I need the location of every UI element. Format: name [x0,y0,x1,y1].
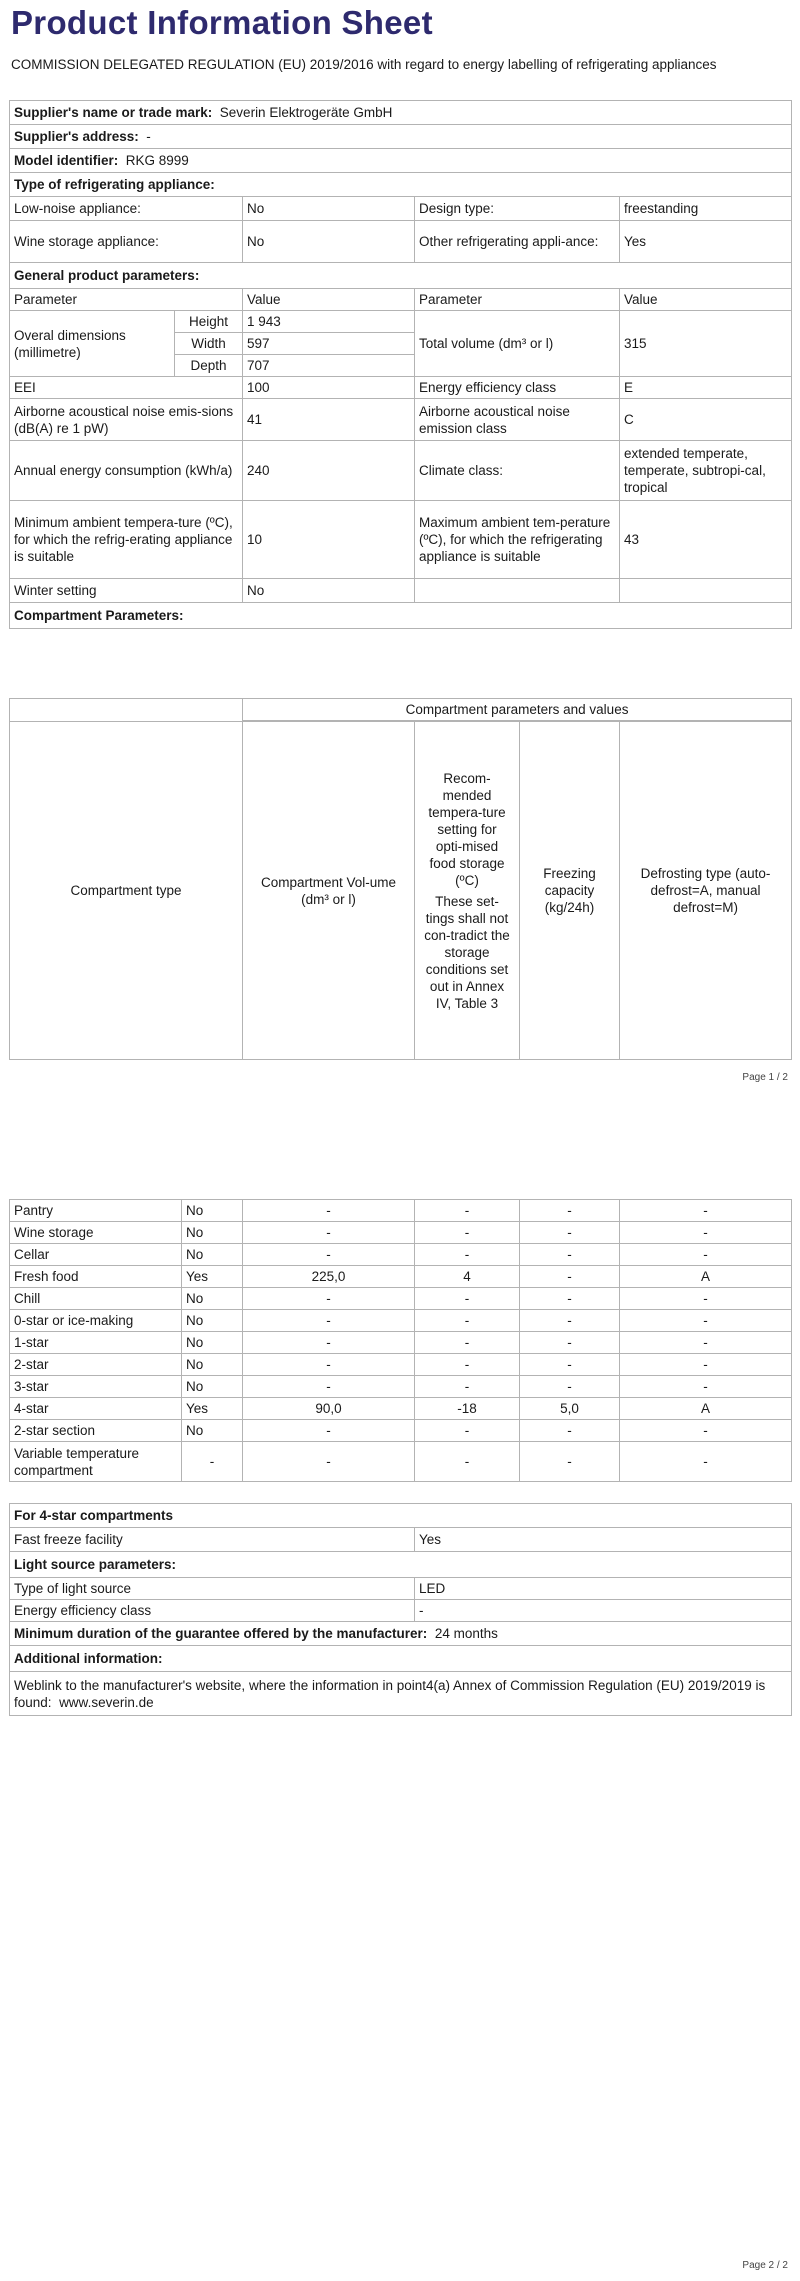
recommended-temp-header [415,722,520,1060]
max-temp-value: 43 [620,501,792,579]
compartment-temp: -18 [415,1398,520,1420]
compartment-name: Cellar [10,1244,182,1266]
compartment-present: No [182,1222,243,1244]
compartment-volume: - [243,1200,415,1222]
compartment-volume-header: Compartment Vol-ume (dm³ or l) [243,722,415,1060]
supplier-address-row: Supplier's address: - [10,125,792,149]
page-number: Page 2 / 2 [742,2260,788,2271]
col-value: Value [243,289,415,311]
compartment-defrost: - [620,1354,792,1376]
compartment-freezing: - [520,1222,620,1244]
compartment-heading: Compartment Parameters: [10,603,792,629]
compartment-volume: - [243,1420,415,1442]
guarantee-value: 24 months [434,1626,498,1641]
light-type-label: Type of light source [10,1578,415,1600]
compartment-present: No [182,1332,243,1354]
compartment-present: No [182,1244,243,1266]
climate-class-value: extended temperate, temperate, subtropi-cal, tropical [620,441,792,501]
col-parameter: Parameter [10,289,243,311]
annual-energy-value: 240 [243,441,415,501]
table-row [10,1266,792,1288]
min-temp-value: 10 [243,501,415,579]
freezing-capacity-header: Freezing capacity (kg/24h) [520,722,620,1060]
compartment-present: No [182,1288,243,1310]
compartment-volume: - [243,1244,415,1266]
weblink-url[interactable]: www.severin.de [59,1694,154,1710]
compartment-freezing: - [520,1376,620,1398]
fast-freeze-value: Yes [415,1528,792,1552]
width-value: 597 [243,333,415,355]
additional-info-heading: Additional information: [10,1646,792,1672]
compartment-present: No [182,1354,243,1376]
variable-temp-present: - [182,1442,243,1482]
light-class-value: - [415,1600,792,1622]
wine-storage-value: No [243,221,415,263]
compartment-volume: - [243,1376,415,1398]
model-row: Model identifier: RKG 8999 [10,149,792,173]
extra-table [9,1503,792,1716]
compartment-freezing: - [520,1244,620,1266]
compartment-volume: - [243,1310,415,1332]
annual-energy-label: Annual energy consumption (kWh/a) [10,441,243,501]
noise-class-label: Airborne acoustical noise emission class [415,399,620,441]
compartment-header-table [9,698,792,1060]
noise-value: 41 [243,399,415,441]
compartment-name: 4-star [10,1398,182,1420]
light-type-value: LED [415,1578,792,1600]
table-row [10,1376,792,1398]
width-label: Width [175,333,243,355]
compartment-defrost: - [620,1310,792,1332]
max-temp-label: Maximum ambient tem-perature (ºC), for which the refrigerating appliance is suitable [415,501,620,579]
height-value: 1 943 [243,311,415,333]
type-heading: Type of refrigerating appliance: [10,173,792,197]
compartment-name: Chill [10,1288,182,1310]
weblink-text: Weblink to the manufacturer's website, where the information in point4(a) Annex of Commission Regulation (EU) 2019/2019 is found: [14,1677,766,1710]
noise-label: Airborne acoustical noise emis-sions (dB(A) re 1 pW) [10,399,243,441]
compartment-volume: - [243,1332,415,1354]
supplier-name-row: Supplier's name or trade mark: Severin Elektrogeräte GmbH [10,101,792,125]
col-parameter-2: Parameter [415,289,620,311]
total-volume-label: Total volume (dm³ or l) [415,311,620,377]
compartment-name: 2-star [10,1354,182,1376]
compartment-defrost: A [620,1266,792,1288]
compartment-volume: 90,0 [243,1398,415,1420]
other-refrigerating-value: Yes [620,221,792,263]
compartment-temp: - [415,1222,520,1244]
eei-value: 100 [243,377,415,399]
regulation-subtitle: COMMISSION DELEGATED REGULATION (EU) 2019/2016 with regard to energy labelling of refrigerating appliances [11,57,717,72]
compartment-temp: - [415,1420,520,1442]
compartment-defrost: - [620,1200,792,1222]
compartment-temp: - [415,1244,520,1266]
general-heading: General product parameters: [10,263,792,289]
compartment-freezing: 5,0 [520,1398,620,1420]
total-volume-value: 315 [620,311,792,377]
table-row [10,1200,792,1222]
compartment-temp: - [415,1354,520,1376]
compartment-name: 2-star section [10,1420,182,1442]
compartment-name: 0-star or ice-making [10,1310,182,1332]
compartment-table [9,1199,792,1482]
four-star-heading: For 4-star compartments [10,1504,792,1528]
climate-class-label: Climate class: [415,441,620,501]
recommended-temp-text: Recom-mended tempera-ture setting for opti-mised food storage (ºC) [428,770,506,888]
dimensions-label: Overal dimensions (millimetre) [10,311,175,377]
compartment-freezing: - [520,1420,620,1442]
page-2 [0,1150,800,2281]
compartment-volume: - [243,1288,415,1310]
compartment-present: No [182,1420,243,1442]
compartment-type-header: Compartment type [10,722,243,1060]
design-type-label: Design type: [415,197,620,221]
compartment-present: No [182,1376,243,1398]
compartment-present: Yes [182,1266,243,1288]
compartment-name: Fresh food [10,1266,182,1288]
model-identifier: RKG 8999 [125,153,189,168]
light-class-label: Energy efficiency class [10,1600,415,1622]
table-row [10,1288,792,1310]
compartment-freezing: - [520,1354,620,1376]
weblink-row [10,1672,792,1716]
compartment-defrost: - [620,1376,792,1398]
compartment-defrost: - [620,1288,792,1310]
design-type-value: freestanding [620,197,792,221]
fast-freeze-label: Fast freeze facility [10,1528,415,1552]
compartment-defrost: - [620,1222,792,1244]
compartment-temp: 4 [415,1266,520,1288]
table-row [10,1244,792,1266]
compartment-present: No [182,1200,243,1222]
noise-class-value: C [620,399,792,441]
compartment-volume: - [243,1354,415,1376]
variable-temp-defrost: - [620,1442,792,1482]
page-1 [0,0,800,1100]
supplier-address: - [146,129,151,144]
energy-class-label: Energy efficiency class [415,377,620,399]
variable-temp-freezing: - [520,1442,620,1482]
low-noise-value: No [243,197,415,221]
col-value-2: Value [620,289,792,311]
compartment-volume: - [243,1222,415,1244]
variable-temp-volume: - [243,1442,415,1482]
compartment-params-values: Compartment parameters and values [243,699,792,721]
compartment-freezing: - [520,1310,620,1332]
compartment-defrost: - [620,1420,792,1442]
compartment-temp: - [415,1310,520,1332]
page-number: Page 1 / 2 [742,1072,788,1083]
depth-value: 707 [243,355,415,377]
table-row [10,1420,792,1442]
min-temp-label: Minimum ambient tempera-ture (ºC), for which the refrig-erating appliance is suitable [10,501,243,579]
low-noise-label: Low-noise appliance: [10,197,243,221]
variable-temp-temp: - [415,1442,520,1482]
compartment-present: No [182,1310,243,1332]
table-row [10,1398,792,1420]
light-source-heading: Light source parameters: [10,1552,792,1578]
compartment-name: 3-star [10,1376,182,1398]
compartment-defrost: - [620,1244,792,1266]
general-table [9,100,792,629]
compartment-freezing: - [520,1266,620,1288]
compartment-present: Yes [182,1398,243,1420]
defrosting-type-header: Defrosting type (auto-defrost=A, manual defrost=M) [620,722,792,1060]
table-row [10,1354,792,1376]
compartment-temp: - [415,1288,520,1310]
table-row [10,1332,792,1354]
height-label: Height [175,311,243,333]
compartment-name: Wine storage [10,1222,182,1244]
compartment-defrost: - [620,1332,792,1354]
winter-setting-label: Winter setting [10,579,243,603]
compartment-freezing: - [520,1332,620,1354]
variable-temp-label: Variable temperature compartment [10,1442,182,1482]
compartment-name: 1-star [10,1332,182,1354]
guarantee-row: Minimum duration of the guarantee offered by the manufacturer: 24 months [10,1622,792,1646]
recommended-temp-note: These set-tings shall not con-tradict the storage conditions set out in Annex IV, Table 3 [424,893,510,1011]
compartment-temp: - [415,1332,520,1354]
supplier-name: Severin Elektrogeräte GmbH [219,105,393,120]
compartment-volume: 225,0 [243,1266,415,1288]
wine-storage-label: Wine storage appliance: [10,221,243,263]
energy-class-value: E [620,377,792,399]
compartment-temp: - [415,1376,520,1398]
table-row [10,1222,792,1244]
depth-label: Depth [175,355,243,377]
page-title: Product Information Sheet [11,4,433,41]
compartment-name: Pantry [10,1200,182,1222]
compartment-temp: - [415,1200,520,1222]
eei-label: EEI [10,377,243,399]
table-row [10,1310,792,1332]
other-refrigerating-label: Other refrigerating appli-ance: [415,221,620,263]
compartment-freezing: - [520,1288,620,1310]
compartment-defrost: A [620,1398,792,1420]
winter-setting-value: No [243,579,415,603]
compartment-freezing: - [520,1200,620,1222]
